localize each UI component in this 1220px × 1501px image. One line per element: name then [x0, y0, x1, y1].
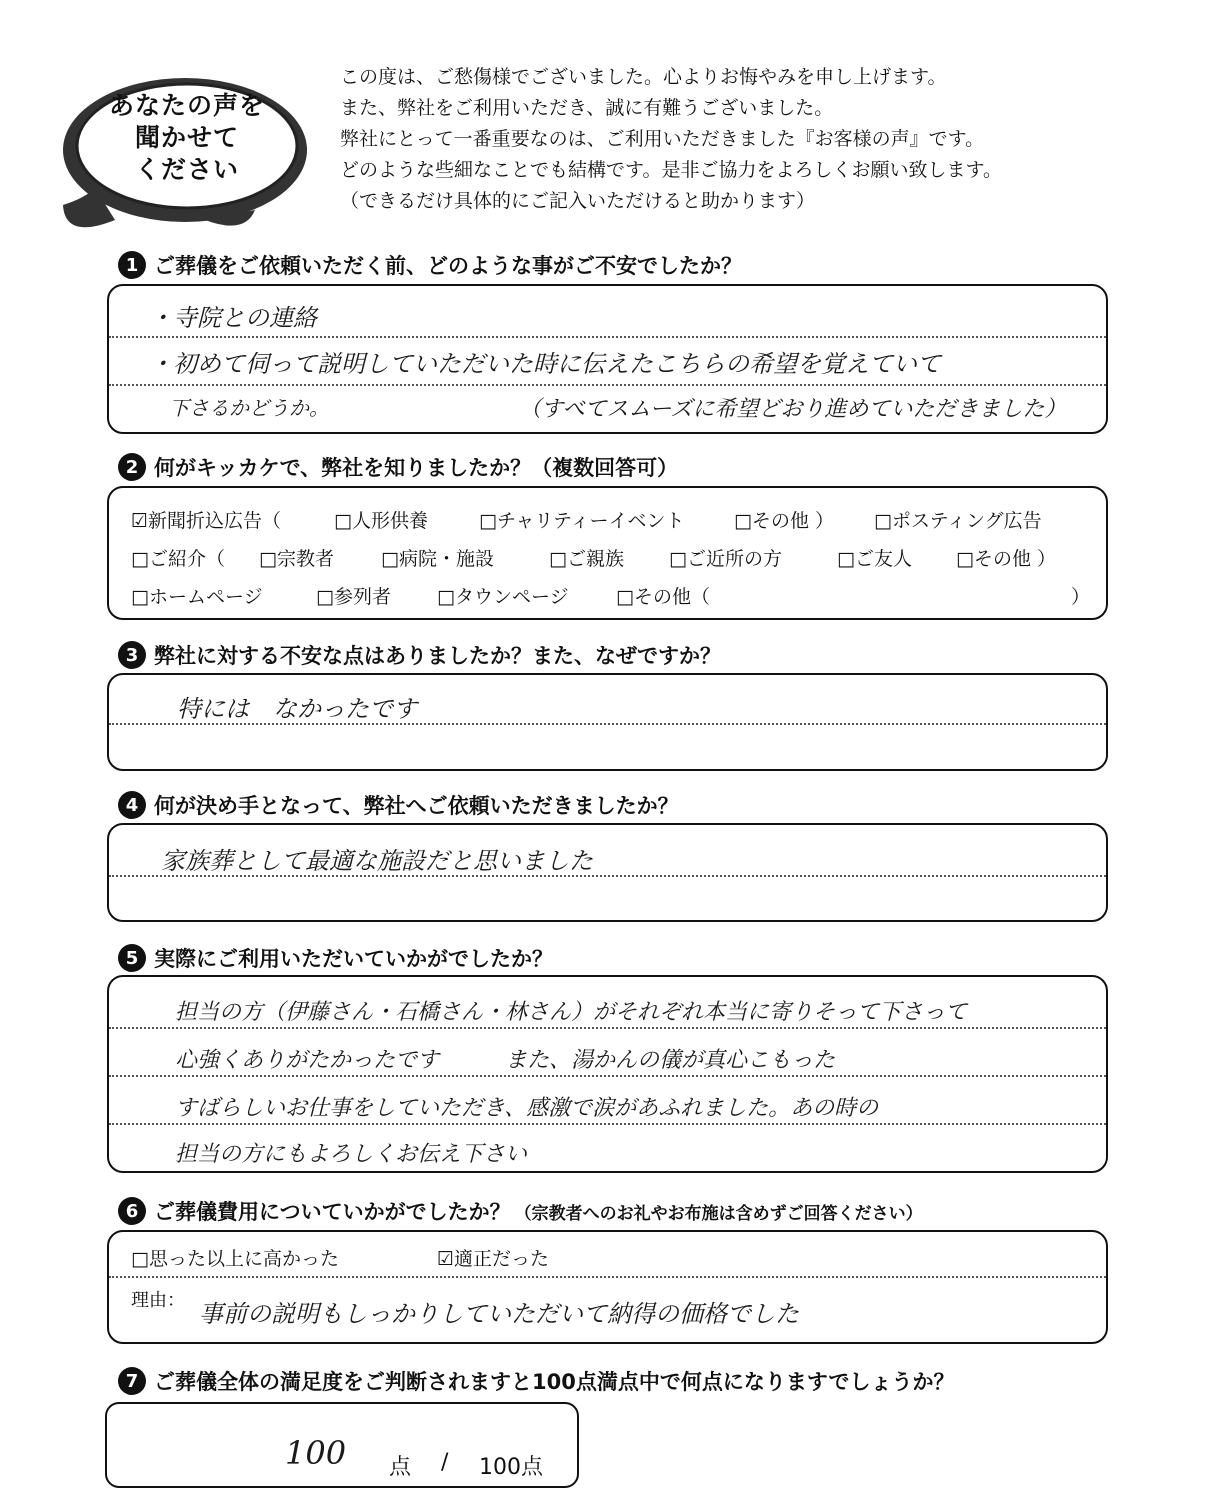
reason-answer[interactable]: 事前の説明もしっかりしていただいて納得の価格でした [199, 1300, 799, 1328]
checkbox-posting-ad[interactable]: □ポスティング広告 [874, 510, 1042, 532]
question-6-note: （宗教者へのお礼やお布施は含めずご回答ください） [514, 1203, 923, 1224]
intro-line: この度は、ご愁傷様でございました。心よりお悔やみを申し上げます。 [340, 66, 947, 88]
answer-5-line-4: 担当の方にもよろしくお伝え下さい [175, 1142, 528, 1167]
bubble-line-2: 聞かせて [134, 123, 239, 152]
question-7-text: ご葬儀全体の満足度をご判断されますと100点満点中で何点になりますでしょうか？ [154, 1370, 955, 1394]
checkbox-appropriate[interactable]: ☑適正だった [437, 1248, 550, 1270]
answer-5-line-3: すばらしいお仕事をしていただき、感激で涙があふれました。あの時の [175, 1096, 879, 1121]
dotted-line [109, 336, 1106, 338]
question-4 [118, 790, 679, 820]
dotted-line [109, 1027, 1106, 1029]
bubble-line-1: あなたの声を [108, 91, 265, 120]
question-7 [118, 1366, 954, 1396]
dotted-line [109, 1123, 1106, 1125]
intro-line: 弊社にとって一番重要なのは、ご利用いただきました『お客様の声』です。 [340, 128, 985, 150]
question-1-text: ご葬儀をご依頼いただく前、どのような事がご不安でしたか？ [154, 254, 742, 278]
question-number-6: 6 [118, 1197, 146, 1225]
score-slash: / [441, 1450, 449, 1475]
intro-line: また、弊社をご利用いただき、誠に有難うございました。 [340, 97, 834, 119]
answer-5-line-1: 担当の方（伊藤さん・石橋さん・林さん）がそれぞれ本当に寄りそって下さって [175, 1000, 968, 1025]
question-number-4: 4 [118, 791, 146, 819]
speech-bubble [55, 70, 315, 240]
question-number-2: 2 [118, 453, 146, 481]
question-number-7: 7 [118, 1367, 146, 1395]
bubble-line-3: ください [134, 155, 239, 184]
intro-line: （できるだけ具体的にご記入いただけると助かります） [340, 190, 816, 212]
score-max: 100点 [479, 1455, 543, 1480]
question-3-text: 弊社に対する不安な点はありましたか？また、なぜですか？ [154, 644, 721, 668]
question-5 [118, 943, 553, 973]
intro-line: どのような些細なことでも結構です。是非ご協力をよろしくお願い致します。 [340, 159, 1002, 181]
question-5-text: 実際にご利用いただいていかがでしたか？ [154, 947, 553, 971]
question-3 [118, 640, 721, 670]
answer-box-5[interactable] [107, 975, 1108, 1173]
checkbox-newspaper[interactable]: ☑新聞折込広告（ [131, 510, 282, 532]
intro-text [340, 62, 1200, 217]
answer-1-line-3: 下さるかどうか。 [169, 396, 329, 420]
question-2 [118, 452, 678, 482]
checkbox-neighbors[interactable]: □ご近所の方 [669, 548, 782, 570]
answer-1-note: （すべてスムーズに希望どおり進めていただきました） [519, 397, 1067, 422]
question-number-3: 3 [118, 641, 146, 669]
checkbox-other-1[interactable]: □その他 ） [734, 510, 834, 532]
question-number-1: 1 [118, 251, 146, 279]
paren-close: ） [1071, 586, 1091, 608]
score-value: 100 [285, 1434, 347, 1472]
question-6 [118, 1196, 923, 1226]
score-box[interactable] [105, 1402, 579, 1488]
checkbox-friends[interactable]: □ご友人 [837, 548, 912, 570]
checkbox-relatives[interactable]: □ご親族 [549, 548, 624, 570]
score-unit: 点 [389, 1455, 412, 1480]
question-1 [118, 250, 742, 280]
answer-box-3[interactable] [107, 673, 1108, 771]
checkbox-doll-memorial[interactable]: □人形供養 [334, 510, 428, 532]
checkbox-referral[interactable]: □ご紹介（ [131, 548, 225, 570]
reason-label: 理由： [131, 1290, 185, 1311]
answer-1-line-1: ・寺院との連絡 [149, 304, 317, 332]
dotted-line [109, 1276, 1106, 1278]
checkbox-charity-event[interactable]: □チャリティーイベント [479, 510, 685, 532]
question-6-text: ご葬儀費用についていかがでしたか？ [154, 1200, 511, 1224]
dotted-line [109, 1075, 1106, 1077]
checkbox-other-3[interactable]: □その他（ [616, 586, 710, 608]
checkbox-other-2[interactable]: □その他 ） [956, 548, 1056, 570]
answer-box-1[interactable] [107, 284, 1108, 434]
checkbox-townpage[interactable]: □タウンページ [437, 586, 569, 608]
checkbox-clergy[interactable]: □宗教者 [259, 548, 334, 570]
answer-box-2 [107, 486, 1108, 620]
answer-3: 特には なかったです [177, 695, 417, 723]
checkbox-attendee[interactable]: □参列者 [316, 586, 391, 608]
dotted-line [109, 384, 1106, 386]
question-4-text: 何が決め手となって、弊社へご依頼いただきましたか？ [154, 794, 679, 818]
answer-box-6 [107, 1230, 1108, 1344]
question-2-text: 何がキッカケで、弊社を知りましたか？（複数回答可） [154, 456, 679, 480]
checkbox-homepage[interactable]: □ホームページ [131, 586, 263, 608]
question-number-5: 5 [118, 944, 146, 972]
answer-4: 家族葬として最適な施設だと思いました [161, 847, 593, 875]
answer-1-line-2: ・初めて伺って説明していただいた時に伝えたこちらの希望を覚えていて [149, 350, 941, 378]
answer-box-4[interactable] [107, 823, 1108, 922]
checkbox-more-expensive[interactable]: □思った以上に高かった [131, 1248, 339, 1270]
answer-5-line-2: 心強くありがたかったです また、湯かんの儀が真心こもった [175, 1048, 836, 1073]
checkbox-hospital[interactable]: □病院・施設 [381, 548, 494, 570]
